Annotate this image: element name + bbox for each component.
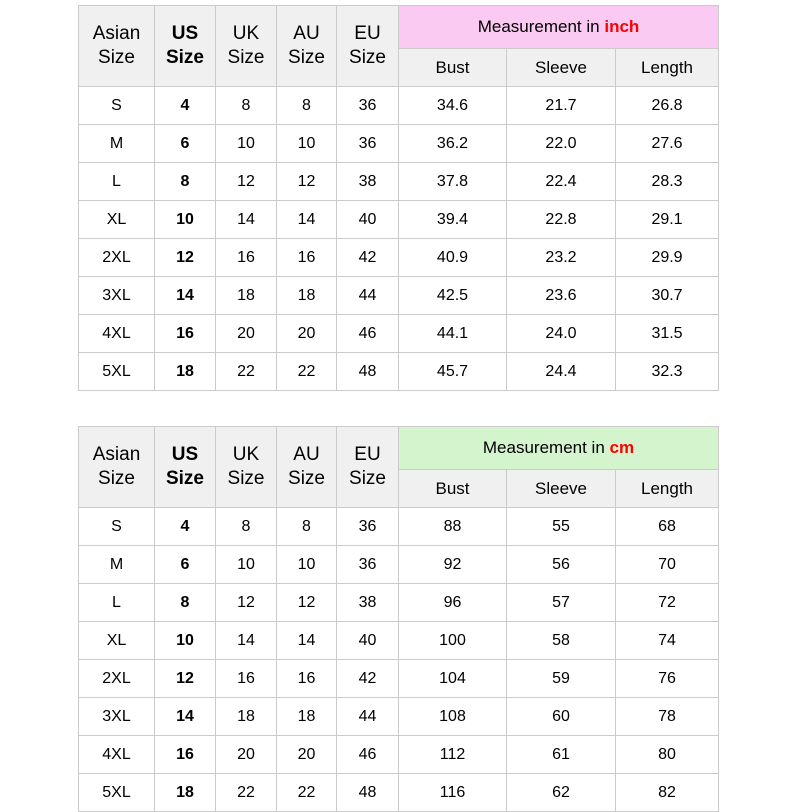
table-cell: 68: [616, 508, 719, 546]
table-cell: 38: [337, 584, 399, 622]
column-header-length: Length: [616, 470, 719, 508]
table-cell: 46: [337, 736, 399, 774]
table-row: [79, 125, 719, 163]
table-cell: 18: [277, 698, 337, 736]
table-cell: 18: [155, 353, 216, 391]
column-header-length: Length: [616, 49, 719, 87]
table-cell: 4XL: [79, 315, 155, 353]
table-cell: 100: [399, 622, 507, 660]
table-row: [79, 315, 719, 353]
size-chart-inch-table: [78, 5, 719, 391]
table-cell: 22: [216, 774, 277, 812]
table-cell: 44.1: [399, 315, 507, 353]
table-cell: 12: [216, 584, 277, 622]
table-cell: 10: [155, 201, 216, 239]
table-cell: 30.7: [616, 277, 719, 315]
table-row: [79, 546, 719, 584]
table-cell: 22: [277, 774, 337, 812]
table-cell: 82: [616, 774, 719, 812]
table-cell: 96: [399, 584, 507, 622]
table-cell: 40.9: [399, 239, 507, 277]
table-cell: M: [79, 546, 155, 584]
table-cell: 37.8: [399, 163, 507, 201]
table-cell: 46: [337, 315, 399, 353]
table-cell: 3XL: [79, 277, 155, 315]
table-cell: 6: [155, 546, 216, 584]
table-cell: 59: [507, 660, 616, 698]
table-cell: 26.8: [616, 87, 719, 125]
table-cell: 40: [337, 201, 399, 239]
table-row: [79, 277, 719, 315]
column-header-sleeve: Sleeve: [507, 49, 616, 87]
table-header-row: [79, 427, 719, 470]
table-cell: 45.7: [399, 353, 507, 391]
table-cell: 8: [155, 584, 216, 622]
unit-label: cm: [609, 438, 635, 457]
table-cell: 38: [337, 163, 399, 201]
table-row: [79, 353, 719, 391]
table-cell: 10: [277, 125, 337, 163]
measurement-unit-header: [399, 6, 719, 49]
table-cell: XL: [79, 622, 155, 660]
table-cell: 36: [337, 87, 399, 125]
table-cell: 8: [277, 87, 337, 125]
table-cell: 16: [216, 660, 277, 698]
table-cell: 5XL: [79, 353, 155, 391]
table-cell: 40: [337, 622, 399, 660]
table-cell: 44: [337, 277, 399, 315]
table-cell: 10: [277, 546, 337, 584]
table-cell: 12: [155, 239, 216, 277]
table-cell: 14: [277, 201, 337, 239]
table-cell: 4: [155, 508, 216, 546]
table-cell: XL: [79, 201, 155, 239]
table-cell: 20: [216, 315, 277, 353]
table-cell: 12: [216, 163, 277, 201]
table-row: [79, 774, 719, 812]
table-row: [79, 87, 719, 125]
table-cell: 24.4: [507, 353, 616, 391]
table-cell: 18: [216, 277, 277, 315]
table-cell: 55: [507, 508, 616, 546]
table-cell: 5XL: [79, 774, 155, 812]
table-cell: 16: [277, 660, 337, 698]
table-cell: 36: [337, 508, 399, 546]
column-header-asian-size: Asian Size: [79, 427, 155, 508]
column-header-asian-size: Asian Size: [79, 6, 155, 87]
table-cell: 24.0: [507, 315, 616, 353]
column-header-au-size: AU Size: [277, 427, 337, 508]
size-chart-cm-table: [78, 426, 719, 812]
measurement-label: Measurement in: [477, 17, 600, 36]
table-cell: 108: [399, 698, 507, 736]
table-cell: 16: [216, 239, 277, 277]
table-cell: 14: [216, 622, 277, 660]
table-row: [79, 201, 719, 239]
table-cell: 22.0: [507, 125, 616, 163]
column-header-sleeve: Sleeve: [507, 470, 616, 508]
table-row: [79, 239, 719, 277]
table-cell: 112: [399, 736, 507, 774]
column-header-us-size: US Size: [155, 6, 216, 87]
table-cell: 12: [155, 660, 216, 698]
table-cell: 56: [507, 546, 616, 584]
table-cell: 34.6: [399, 87, 507, 125]
table-cell: 8: [155, 163, 216, 201]
table-cell: S: [79, 87, 155, 125]
table-row: [79, 508, 719, 546]
table-cell: 10: [216, 546, 277, 584]
table-cell: 22.4: [507, 163, 616, 201]
table-cell: 72: [616, 584, 719, 622]
table-cell: 12: [277, 163, 337, 201]
table-cell: 14: [277, 622, 337, 660]
column-header-eu-size: EU Size: [337, 427, 399, 508]
table-cell: 58: [507, 622, 616, 660]
table-cell: 116: [399, 774, 507, 812]
table-cell: 70: [616, 546, 719, 584]
column-header-bust: Bust: [399, 470, 507, 508]
table-cell: 20: [277, 736, 337, 774]
table-cell: 61: [507, 736, 616, 774]
table-cell: 16: [277, 239, 337, 277]
table-cell: M: [79, 125, 155, 163]
table-cell: 42: [337, 239, 399, 277]
column-header-uk-size: UK Size: [216, 6, 277, 87]
table-row: [79, 622, 719, 660]
table-cell: 22: [277, 353, 337, 391]
table-cell: S: [79, 508, 155, 546]
table-cell: 36.2: [399, 125, 507, 163]
table-cell: 23.6: [507, 277, 616, 315]
table-cell: 4: [155, 87, 216, 125]
table-cell: 29.9: [616, 239, 719, 277]
table-cell: 42: [337, 660, 399, 698]
table-cell: 57: [507, 584, 616, 622]
table-cell: 80: [616, 736, 719, 774]
table-cell: 14: [216, 201, 277, 239]
table-cell: 16: [155, 736, 216, 774]
table-cell: 14: [155, 698, 216, 736]
table-row: [79, 698, 719, 736]
table-cell: 44: [337, 698, 399, 736]
unit-label: inch: [604, 17, 640, 36]
table-row: [79, 660, 719, 698]
column-header-eu-size: EU Size: [337, 6, 399, 87]
table-cell: 92: [399, 546, 507, 584]
table-cell: 8: [216, 87, 277, 125]
table-cell: 36: [337, 125, 399, 163]
table-cell: 18: [155, 774, 216, 812]
table-cell: 22: [216, 353, 277, 391]
table-cell: 18: [277, 277, 337, 315]
table-cell: L: [79, 584, 155, 622]
table-cell: 3XL: [79, 698, 155, 736]
table-cell: 6: [155, 125, 216, 163]
table-cell: 20: [216, 736, 277, 774]
table-header-row: [79, 6, 719, 49]
table-cell: 22.8: [507, 201, 616, 239]
measurement-label: Measurement in: [482, 438, 605, 457]
table-cell: 29.1: [616, 201, 719, 239]
table-cell: 48: [337, 353, 399, 391]
table-cell: 31.5: [616, 315, 719, 353]
table-cell: 28.3: [616, 163, 719, 201]
table-cell: 21.7: [507, 87, 616, 125]
table-cell: 8: [277, 508, 337, 546]
table-row: [79, 163, 719, 201]
table-cell: 14: [155, 277, 216, 315]
table-row: [79, 736, 719, 774]
table-cell: 23.2: [507, 239, 616, 277]
table-cell: 10: [216, 125, 277, 163]
table-cell: 60: [507, 698, 616, 736]
table-cell: 32.3: [616, 353, 719, 391]
column-header-uk-size: UK Size: [216, 427, 277, 508]
table-cell: 4XL: [79, 736, 155, 774]
table-cell: 2XL: [79, 660, 155, 698]
table-cell: 2XL: [79, 239, 155, 277]
table-cell: L: [79, 163, 155, 201]
table-cell: 48: [337, 774, 399, 812]
table-cell: 62: [507, 774, 616, 812]
table-cell: 12: [277, 584, 337, 622]
table-cell: 76: [616, 660, 719, 698]
column-header-us-size: US Size: [155, 427, 216, 508]
column-header-au-size: AU Size: [277, 6, 337, 87]
table-cell: 27.6: [616, 125, 719, 163]
table-cell: 78: [616, 698, 719, 736]
table-cell: 8: [216, 508, 277, 546]
table-cell: 39.4: [399, 201, 507, 239]
table-cell: 42.5: [399, 277, 507, 315]
table-cell: 36: [337, 546, 399, 584]
table-cell: 88: [399, 508, 507, 546]
column-header-bust: Bust: [399, 49, 507, 87]
table-cell: 10: [155, 622, 216, 660]
table-cell: 18: [216, 698, 277, 736]
measurement-unit-header: [399, 427, 719, 470]
table-row: [79, 584, 719, 622]
table-cell: 74: [616, 622, 719, 660]
table-cell: 104: [399, 660, 507, 698]
table-cell: 16: [155, 315, 216, 353]
table-cell: 20: [277, 315, 337, 353]
